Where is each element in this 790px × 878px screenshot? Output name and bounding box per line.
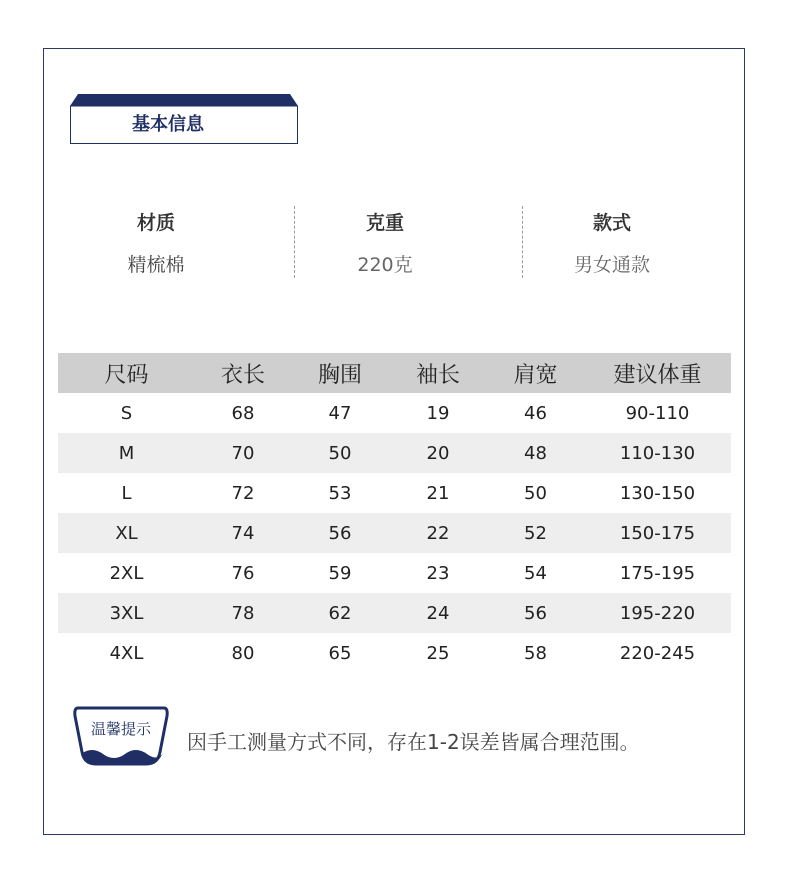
cell-shoulder: 54 (524, 562, 547, 584)
cell-size: 4XL (109, 642, 144, 664)
info-value: 精梳棉 (127, 254, 185, 276)
cell-length: 74 (195, 513, 291, 553)
cell-chest: 59 (328, 562, 352, 584)
table-header-row (58, 353, 731, 393)
info-label: 材质 (136, 212, 175, 234)
cell-weight: 90-110 (625, 402, 690, 424)
cell-size: L (121, 482, 132, 504)
info-value: 220克 (357, 254, 413, 276)
tip-text: 因手工测量方式不同，存在1-2误差皆属合理范围。 (187, 730, 640, 754)
tip-badge (72, 706, 170, 768)
header-length: 衣长 (195, 353, 291, 393)
cell-chest: 53 (328, 482, 352, 504)
cell-sleeve: 21 (426, 482, 450, 504)
table-row (58, 633, 731, 673)
cell-shoulder: 46 (524, 402, 547, 424)
cell-length: 72 (231, 482, 255, 504)
cell-weight: 175-195 (619, 562, 696, 584)
cell-size: 3XL (58, 593, 195, 633)
cell-chest: 50 (291, 433, 389, 473)
cell-sleeve: 19 (426, 402, 450, 424)
cell-sleeve: 23 (426, 562, 450, 584)
cell-shoulder: 48 (487, 433, 584, 473)
header-size: 尺码 (58, 353, 195, 393)
cell-weight: 110-130 (584, 433, 731, 473)
info-weight (272, 208, 498, 280)
table-row (58, 593, 731, 633)
table-row (58, 473, 731, 513)
tip-badge-label: 温馨提示 (90, 720, 151, 738)
cell-weight: 220-245 (619, 642, 696, 664)
table-row (58, 433, 731, 473)
cell-chest: 65 (328, 642, 352, 664)
info-label: 款式 (592, 212, 631, 234)
cell-sleeve: 22 (389, 513, 487, 553)
cell-chest: 47 (328, 402, 352, 424)
cell-length: 68 (231, 402, 255, 424)
info-label: 克重 (365, 212, 404, 234)
cell-shoulder: 56 (487, 593, 584, 633)
cell-size: S (120, 402, 133, 424)
cell-length: 76 (231, 562, 255, 584)
cell-length: 80 (231, 642, 255, 664)
cell-sleeve: 25 (426, 642, 450, 664)
info-style (499, 208, 725, 280)
cell-shoulder: 58 (524, 642, 547, 664)
info-material (43, 208, 269, 280)
header-shoulder: 肩宽 (487, 353, 584, 393)
info-value: 男女通款 (573, 254, 650, 276)
table-row (58, 553, 731, 593)
cell-sleeve: 24 (389, 593, 487, 633)
cell-chest: 62 (291, 593, 389, 633)
cell-chest: 56 (291, 513, 389, 553)
cell-weight: 195-220 (584, 593, 731, 633)
cell-shoulder: 52 (487, 513, 584, 553)
header-sleeve: 袖长 (389, 353, 487, 393)
table-row (58, 393, 731, 433)
cell-weight: 130-150 (619, 482, 696, 504)
cell-size: 2XL (109, 562, 144, 584)
cell-shoulder: 50 (524, 482, 547, 504)
header-weight: 建议体重 (584, 353, 731, 393)
cell-size: XL (58, 513, 195, 553)
cell-size: M (58, 433, 195, 473)
cell-length: 70 (195, 433, 291, 473)
cell-length: 78 (195, 593, 291, 633)
cell-sleeve: 20 (389, 433, 487, 473)
section-title: 基本信息 (132, 114, 204, 135)
size-table (58, 353, 731, 673)
cell-weight: 150-175 (584, 513, 731, 553)
header-chest: 胸围 (291, 353, 389, 393)
table-row (58, 513, 731, 553)
section-tab (70, 94, 298, 144)
